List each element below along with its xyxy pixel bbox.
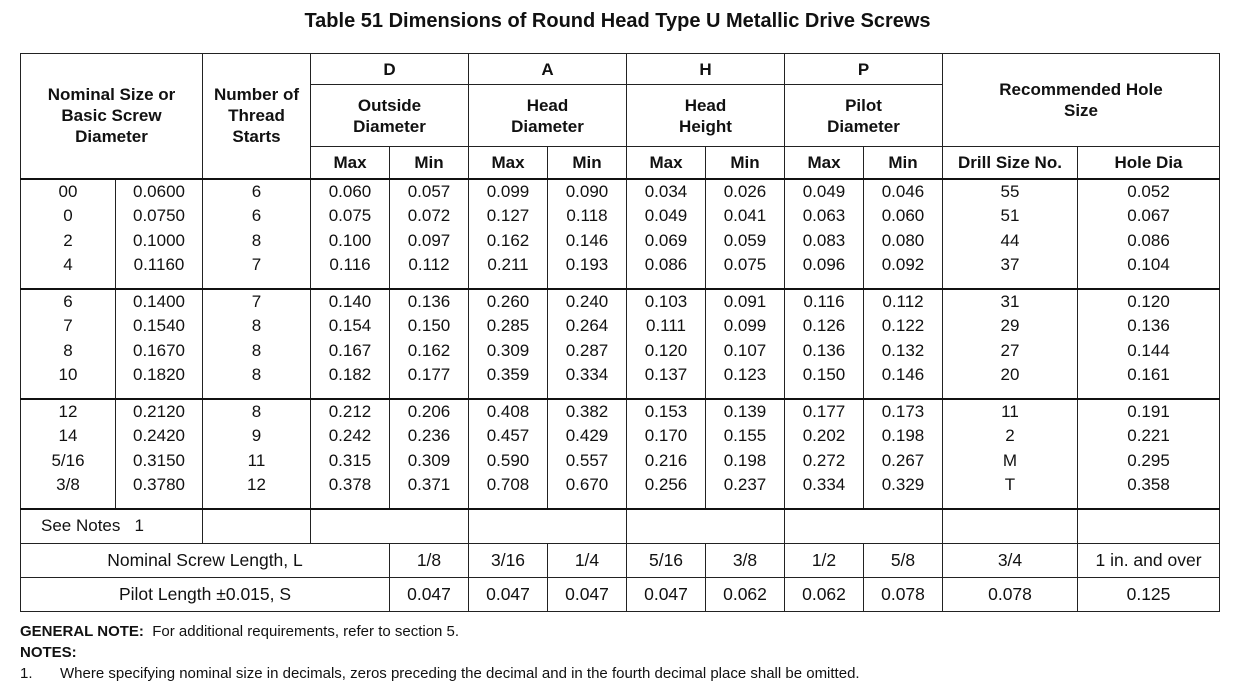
pilot-value: 0.062 (706, 577, 785, 611)
hole-dia-value: 0.358 (1127, 475, 1170, 494)
a-min-value: 0.090 (565, 181, 609, 201)
basic-diameter-value: 0.2120 (133, 401, 185, 421)
length-value: 1/2 (785, 543, 864, 577)
thread-starts-value: 7 (251, 291, 262, 311)
p-letter-header: P (785, 54, 943, 85)
h-min-value: 0.155 (723, 426, 767, 445)
empty-cell (203, 509, 311, 544)
see-notes-cell: See Notes 1 (21, 509, 203, 544)
h-min-value: 0.198 (723, 450, 767, 470)
p-min-header: Min (864, 147, 943, 179)
d-min-value: 0.072 (407, 206, 451, 225)
empty-cell (311, 509, 469, 544)
a-min-cell (548, 289, 627, 399)
a-max-cell (469, 179, 548, 289)
d-min-value: 0.371 (407, 475, 451, 494)
d-max-value: 0.154 (328, 316, 372, 335)
h-letter-header: H (627, 54, 785, 85)
d-max-value: 0.212 (328, 401, 372, 421)
drill-size-cell (943, 179, 1078, 289)
drill-size-value: 27 (1000, 340, 1020, 360)
d-max-value: 0.140 (328, 291, 372, 311)
table-title: Table 51 Dimensions of Round Head Type U Metallic Drive Screws (304, 10, 931, 32)
h-max-value: 0.137 (644, 365, 688, 384)
a-min-value: 0.264 (565, 316, 609, 335)
thread-starts-value: 9 (251, 426, 262, 445)
see-notes-row (21, 509, 1220, 544)
length-value: 3/8 (706, 543, 785, 577)
basic-diameter-cell (116, 399, 203, 509)
pilot-value: 0.047 (390, 577, 469, 611)
hole-dia-value: 0.136 (1127, 316, 1170, 335)
pilot-value: 0.047 (548, 577, 627, 611)
note-item (20, 663, 860, 684)
p-max-value: 0.202 (802, 426, 846, 445)
d-min-value: 0.162 (407, 340, 451, 360)
a-max-value: 0.285 (486, 316, 530, 335)
thread-starts-header: Number of Thread Starts (203, 54, 311, 179)
a-min-cell (548, 179, 627, 289)
h-min-value: 0.139 (723, 401, 767, 421)
p-max-cell (785, 179, 864, 289)
notes-label: NOTES: (20, 644, 77, 661)
thread-starts-value: 8 (251, 401, 262, 421)
d-min-value: 0.057 (407, 181, 451, 201)
p-min-value: 0.092 (881, 255, 925, 274)
a-max-value: 0.099 (486, 181, 530, 201)
d-max-value: 0.315 (328, 450, 372, 470)
a-min-value: 0.146 (565, 230, 609, 250)
hole-dia-value: 0.052 (1127, 181, 1170, 201)
d-max-value: 0.167 (328, 340, 372, 360)
p-max-value: 0.136 (802, 340, 846, 360)
basic-diameter-value: 0.0600 (133, 181, 185, 201)
thread-starts-cell (203, 289, 311, 399)
h-max-value: 0.120 (644, 340, 688, 360)
nominal-size-cell (21, 399, 116, 509)
general-note-label: GENERAL NOTE: (20, 623, 144, 640)
h-max-value: 0.049 (644, 206, 688, 225)
h-max-value: 0.069 (644, 230, 688, 250)
nominal-size-value: 10 (58, 365, 78, 384)
h-max-header: Max (627, 147, 706, 179)
d-min-value: 0.177 (407, 365, 451, 384)
basic-diameter-cell (116, 289, 203, 399)
p-min-value: 0.080 (881, 230, 925, 250)
thread-starts-value: 6 (251, 181, 262, 201)
basic-diameter-value: 0.1000 (133, 230, 185, 250)
screw-length-label: Nominal Screw Length, L (21, 543, 390, 577)
length-value: 1/4 (548, 543, 627, 577)
head-diameter-header: Head Diameter (469, 85, 627, 147)
h-min-value: 0.123 (723, 365, 767, 384)
d-max-value: 0.100 (328, 230, 372, 250)
drill-size-value: T (1004, 475, 1016, 494)
basic-diameter-value: 0.2420 (133, 426, 185, 445)
d-min-value: 0.236 (407, 426, 451, 445)
a-min-value: 0.193 (565, 255, 609, 274)
size-group-row (21, 399, 1220, 509)
p-max-value: 0.126 (802, 316, 846, 335)
length-value: 3/4 (943, 543, 1078, 577)
p-min-cell (864, 289, 943, 399)
hole-dia-header: Hole Dia (1078, 147, 1220, 179)
a-max-value: 0.359 (486, 365, 530, 384)
h-min-value: 0.075 (723, 255, 767, 274)
a-min-value: 0.429 (565, 426, 609, 445)
hole-dia-cell (1078, 289, 1220, 399)
p-min-value: 0.060 (881, 206, 925, 225)
h-min-cell (706, 179, 785, 289)
d-max-value: 0.060 (328, 181, 372, 201)
p-max-value: 0.177 (802, 401, 846, 421)
empty-cell (469, 509, 627, 544)
drill-size-value: 44 (1000, 230, 1020, 250)
d-min-value: 0.112 (408, 255, 450, 274)
nominal-size-value: 3/8 (56, 475, 80, 494)
a-max-value: 0.708 (486, 475, 530, 494)
pilot-value: 0.047 (469, 577, 548, 611)
basic-diameter-value: 0.1400 (133, 291, 185, 311)
empty-cell (785, 509, 943, 544)
nominal-size-value: 14 (58, 426, 78, 445)
dimensions-table (20, 53, 1220, 612)
empty-cell (1078, 509, 1220, 544)
basic-diameter-cell (116, 179, 203, 289)
table-body (21, 179, 1220, 509)
a-min-value: 0.287 (565, 340, 609, 360)
d-max-value: 0.116 (329, 255, 371, 274)
p-min-value: 0.132 (881, 340, 925, 360)
d-min-value: 0.206 (407, 401, 451, 421)
nominal-size-value: 00 (58, 181, 78, 201)
a-min-cell (548, 399, 627, 509)
basic-diameter-value: 0.1160 (133, 255, 185, 274)
thread-starts-value: 8 (251, 340, 262, 360)
h-min-value: 0.091 (723, 291, 767, 311)
h-max-value: 0.256 (644, 475, 688, 494)
a-max-value: 0.127 (486, 206, 530, 225)
hole-dia-value: 0.161 (1127, 365, 1170, 384)
h-min-value: 0.041 (723, 206, 767, 225)
note-number: 1. (20, 665, 33, 682)
d-min-cell (390, 399, 469, 509)
h-max-value: 0.216 (644, 450, 688, 470)
drill-size-value: 29 (1000, 316, 1020, 335)
d-max-value: 0.242 (328, 426, 372, 445)
p-min-value: 0.046 (881, 181, 925, 201)
h-max-value: 0.111 (645, 316, 687, 335)
d-max-value: 0.378 (328, 475, 372, 494)
hole-dia-value: 0.104 (1127, 255, 1170, 274)
thread-starts-value: 8 (251, 316, 262, 335)
hole-dia-value: 0.295 (1127, 450, 1170, 470)
hole-dia-value: 0.144 (1127, 340, 1170, 360)
hole-dia-value: 0.120 (1127, 291, 1170, 311)
h-max-value: 0.034 (644, 181, 688, 201)
d-min-value: 0.150 (407, 316, 451, 335)
a-min-value: 0.118 (566, 206, 608, 225)
h-max-value: 0.153 (644, 401, 688, 421)
a-letter-header: A (469, 54, 627, 85)
drill-size-value: 11 (1001, 401, 1019, 421)
pilot-value: 0.078 (943, 577, 1078, 611)
pilot-diameter-header: Pilot Diameter (785, 85, 943, 147)
length-value: 5/8 (864, 543, 943, 577)
a-min-value: 0.334 (565, 365, 609, 384)
p-max-value: 0.334 (802, 475, 846, 494)
pilot-value: 0.125 (1078, 577, 1220, 611)
thread-starts-value: 8 (251, 365, 262, 384)
pilot-value: 0.078 (864, 577, 943, 611)
length-value: 1/8 (390, 543, 469, 577)
h-min-cell (706, 399, 785, 509)
general-note (20, 621, 860, 642)
h-min-header: Min (706, 147, 785, 179)
thread-starts-value: 12 (247, 475, 266, 494)
drill-size-value: 20 (1000, 365, 1020, 384)
p-max-value: 0.083 (802, 230, 846, 250)
drill-size-value: 31 (1000, 291, 1020, 311)
recommended-hole-header: Recommended Hole Size (943, 54, 1220, 147)
a-min-value: 0.240 (565, 291, 609, 311)
a-min-header: Min (548, 147, 627, 179)
pilot-length-row (21, 577, 1220, 611)
drill-size-cell (943, 399, 1078, 509)
nominal-size-value: 12 (58, 401, 78, 421)
p-max-cell (785, 289, 864, 399)
drill-size-value: 51 (1000, 206, 1020, 225)
nominal-size-cell (21, 179, 116, 289)
drill-size-header: Drill Size No. (943, 147, 1078, 179)
d-max-cell (311, 289, 390, 399)
a-min-value: 0.382 (565, 401, 609, 421)
h-max-value: 0.170 (644, 426, 688, 445)
hole-dia-value: 0.086 (1127, 230, 1170, 250)
length-value: 3/16 (469, 543, 548, 577)
a-max-value: 0.162 (486, 230, 530, 250)
hole-dia-cell (1078, 399, 1220, 509)
p-min-value: 0.329 (881, 475, 925, 494)
p-max-header: Max (785, 147, 864, 179)
thread-starts-value: 6 (251, 206, 262, 225)
empty-cell (943, 509, 1078, 544)
length-value: 5/16 (627, 543, 706, 577)
hole-dia-value: 0.221 (1127, 426, 1170, 445)
drill-size-value: M (1002, 450, 1018, 470)
p-min-cell (864, 179, 943, 289)
hole-dia-cell (1078, 179, 1220, 289)
a-min-value: 0.557 (565, 450, 609, 470)
general-note-text: For additional requirements, refer to section 5. (152, 623, 460, 640)
a-max-header: Max (469, 147, 548, 179)
thread-starts-value: 7 (251, 255, 262, 274)
head-height-header: Head Height (627, 85, 785, 147)
outside-diameter-header: Outside Diameter (311, 85, 469, 147)
nominal-size-value: 7 (63, 316, 73, 335)
size-group-row (21, 179, 1220, 289)
drill-size-cell (943, 289, 1078, 399)
basic-diameter-value: 0.3780 (133, 475, 185, 494)
pilot-value: 0.062 (785, 577, 864, 611)
h-min-value: 0.026 (723, 181, 767, 201)
nominal-size-header: Nominal Size or Basic Screw Diameter (21, 54, 203, 179)
a-max-value: 0.457 (486, 426, 530, 445)
drill-size-value: 2 (1005, 426, 1015, 445)
p-min-value: 0.146 (881, 365, 925, 384)
pilot-length-label: Pilot Length ±0.015, S (21, 577, 390, 611)
basic-diameter-value: 0.1670 (133, 340, 185, 360)
h-min-cell (706, 289, 785, 399)
nominal-size-value: 0 (63, 206, 73, 225)
drill-size-value: 37 (1000, 255, 1020, 274)
p-min-cell (864, 399, 943, 509)
d-min-value: 0.097 (407, 230, 451, 250)
d-max-value: 0.075 (328, 206, 372, 225)
h-min-value: 0.237 (723, 475, 767, 494)
h-min-value: 0.099 (723, 316, 767, 335)
a-max-value: 0.309 (486, 340, 530, 360)
hole-dia-value: 0.191 (1127, 401, 1170, 421)
length-value: 1 in. and over (1078, 543, 1220, 577)
nominal-size-value: 8 (63, 340, 73, 360)
nominal-size-value: 5/16 (51, 450, 85, 470)
p-min-value: 0.122 (881, 316, 925, 335)
d-max-value: 0.182 (328, 365, 372, 384)
nominal-size-cell (21, 289, 116, 399)
p-max-value: 0.049 (802, 181, 846, 201)
p-min-value: 0.198 (881, 426, 925, 445)
basic-diameter-value: 0.1820 (133, 365, 185, 384)
thread-starts-cell (203, 399, 311, 509)
drill-size-value: 55 (1000, 181, 1020, 201)
a-max-value: 0.260 (486, 291, 530, 311)
p-max-value: 0.116 (803, 291, 845, 311)
a-min-value: 0.670 (565, 475, 609, 494)
nominal-size-value: 4 (63, 255, 73, 274)
thread-starts-cell (203, 179, 311, 289)
d-max-cell (311, 399, 390, 509)
p-min-value: 0.112 (882, 291, 924, 311)
basic-diameter-value: 0.3150 (133, 450, 185, 470)
p-min-value: 0.173 (881, 401, 925, 421)
nominal-size-value: 2 (63, 230, 73, 250)
a-max-cell (469, 289, 548, 399)
d-min-cell (390, 179, 469, 289)
p-max-value: 0.063 (802, 206, 846, 225)
a-max-value: 0.408 (486, 401, 530, 421)
thread-starts-value: 11 (247, 450, 266, 470)
screw-length-row (21, 543, 1220, 577)
d-min-cell (390, 289, 469, 399)
footer-notes (20, 621, 860, 684)
basic-diameter-value: 0.1540 (133, 316, 185, 335)
note-text: Where specifying nominal size in decimals, zeros preceding the decimal and in the fourth decimal place shall be omitted. (60, 665, 860, 682)
p-max-value: 0.096 (802, 255, 846, 274)
p-min-value: 0.267 (881, 450, 925, 470)
p-max-cell (785, 399, 864, 509)
basic-diameter-value: 0.0750 (133, 206, 185, 225)
h-max-cell (627, 399, 706, 509)
p-max-value: 0.272 (802, 450, 846, 470)
d-min-value: 0.136 (407, 291, 451, 311)
h-max-cell (627, 289, 706, 399)
h-min-value: 0.107 (723, 340, 767, 360)
a-max-cell (469, 399, 548, 509)
h-min-value: 0.059 (723, 230, 767, 250)
a-max-value: 0.211 (487, 255, 529, 274)
size-group-row (21, 289, 1220, 399)
d-max-header: Max (311, 147, 390, 179)
d-min-value: 0.309 (407, 450, 451, 470)
p-max-value: 0.150 (802, 365, 846, 384)
empty-cell (627, 509, 785, 544)
h-max-value: 0.103 (644, 291, 688, 311)
nominal-size-value: 6 (63, 291, 73, 311)
d-letter-header: D (311, 54, 469, 85)
thread-starts-value: 8 (251, 230, 262, 250)
a-max-value: 0.590 (486, 450, 530, 470)
d-max-cell (311, 179, 390, 289)
h-max-value: 0.086 (644, 255, 688, 274)
hole-dia-value: 0.067 (1127, 206, 1170, 225)
h-max-cell (627, 179, 706, 289)
d-min-header: Min (390, 147, 469, 179)
pilot-value: 0.047 (627, 577, 706, 611)
